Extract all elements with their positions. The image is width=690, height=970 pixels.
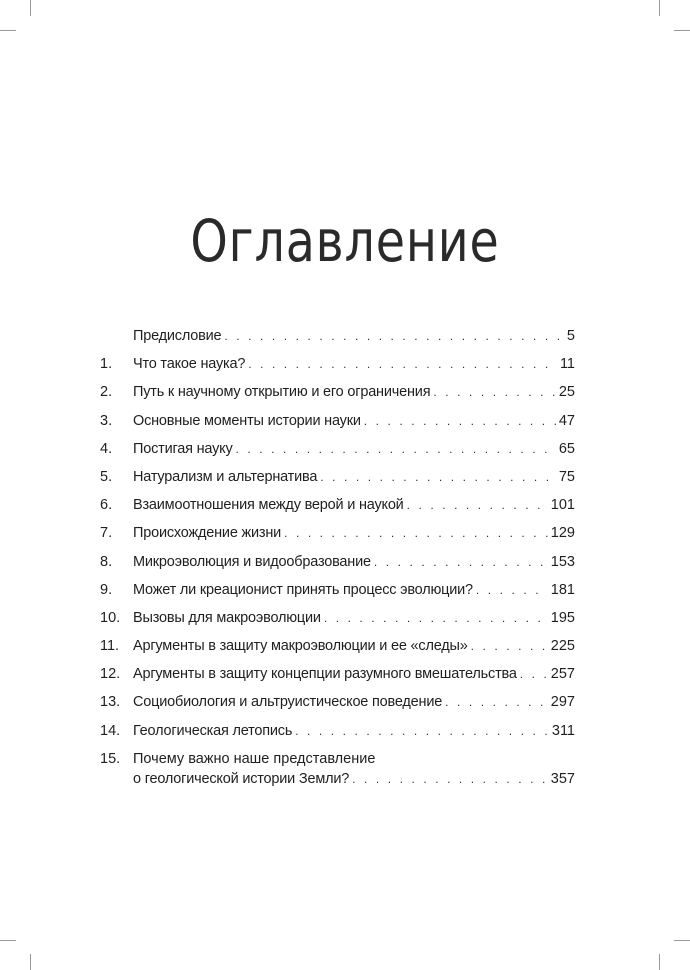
toc-title: Предисловие xyxy=(133,328,222,344)
toc-title: Взаимоотношения между верой и наукой xyxy=(133,497,404,514)
crop-mark xyxy=(659,0,660,16)
toc-page-number: 297 xyxy=(550,694,575,711)
toc-entry[interactable] xyxy=(100,378,575,406)
toc-page-number: 257 xyxy=(550,666,575,683)
toc-page-number: 153 xyxy=(550,553,575,570)
toc-title: Вызовы для макроэволюции xyxy=(133,609,321,626)
toc-number: 15. xyxy=(100,750,121,767)
toc-entry[interactable] xyxy=(100,407,575,435)
toc-page-number: 129 xyxy=(550,525,575,542)
toc-title: Натурализм и альтернатива xyxy=(133,468,318,485)
toc-title: Что такое наука? xyxy=(133,356,246,373)
toc-entry[interactable] xyxy=(100,745,575,793)
toc-page-number: 25 xyxy=(558,384,575,401)
crop-mark xyxy=(674,940,690,941)
toc-number: 3. xyxy=(100,412,113,429)
toc-entry[interactable] xyxy=(100,688,575,716)
dot-leader xyxy=(476,576,548,604)
toc-page-number: 5 xyxy=(566,328,575,344)
dot-leader xyxy=(224,322,564,350)
dot-leader xyxy=(520,660,548,688)
toc-title: Аргументы в защиту концепции разумного вмешательства xyxy=(133,666,517,683)
toc-page-number: 65 xyxy=(558,440,575,457)
dot-leader xyxy=(433,378,556,406)
toc-title: Может ли креационист принять процесс эволюции? xyxy=(133,581,473,598)
dot-leader xyxy=(374,548,548,576)
toc-title: Микроэволюция и видообразование xyxy=(133,553,371,570)
toc-page-number: 311 xyxy=(551,722,575,739)
dot-leader xyxy=(352,765,548,793)
dot-leader xyxy=(236,435,556,463)
toc-page-number: 195 xyxy=(550,609,575,626)
toc-title: Аргументы в защиту макроэволюции и ее «следы» xyxy=(133,638,468,655)
toc-title: Основные моменты истории науки xyxy=(133,412,361,429)
toc-title: Геологическая летопись xyxy=(133,722,293,739)
dot-leader xyxy=(407,491,548,519)
toc-entry[interactable] xyxy=(100,322,575,350)
toc-number: 13. xyxy=(100,694,121,711)
toc-page-number: 47 xyxy=(558,412,575,429)
toc-entry[interactable] xyxy=(100,548,575,576)
dot-leader xyxy=(248,350,557,378)
toc-page-number: 181 xyxy=(550,581,575,598)
dot-leader xyxy=(471,632,548,660)
toc-entry[interactable] xyxy=(100,463,575,491)
page-title: Оглавление xyxy=(190,206,500,275)
toc-entry[interactable] xyxy=(100,435,575,463)
toc-page-number: 101 xyxy=(550,497,575,514)
toc-entry[interactable] xyxy=(100,491,575,519)
toc-entry[interactable] xyxy=(100,519,575,547)
toc-page-number: 11 xyxy=(559,356,575,373)
toc-title: о геологической истории Земли? xyxy=(133,770,350,787)
dot-leader xyxy=(324,604,548,632)
toc-number: 14. xyxy=(100,722,121,739)
toc-page-number: 225 xyxy=(550,638,575,655)
toc-entry[interactable] xyxy=(100,660,575,688)
toc-number: 7. xyxy=(100,525,113,542)
toc-title-line1: Почему важно наше представление xyxy=(133,750,376,767)
toc-number: 5. xyxy=(100,468,113,485)
crop-mark xyxy=(659,954,660,970)
dot-leader xyxy=(295,717,549,745)
toc-number: 10. xyxy=(100,609,121,626)
toc-entry[interactable] xyxy=(100,350,575,378)
crop-mark xyxy=(30,0,31,16)
toc-title: Путь к научному открытию и его ограничения xyxy=(133,384,431,401)
crop-mark xyxy=(674,30,690,31)
toc-number: 9. xyxy=(100,581,113,598)
toc-entry[interactable] xyxy=(100,632,575,660)
toc-page-number: 75 xyxy=(558,468,575,485)
crop-mark xyxy=(30,954,31,970)
toc-title: Происхождение жизни xyxy=(133,525,282,542)
toc-number: 6. xyxy=(100,497,113,514)
toc-page-number: 357 xyxy=(550,770,575,787)
toc-entry[interactable] xyxy=(100,717,575,745)
crop-mark xyxy=(0,30,16,31)
dot-leader xyxy=(364,407,556,435)
toc-number: 11. xyxy=(100,638,120,655)
toc-title: Постигая науку xyxy=(133,440,233,457)
toc-number: 4. xyxy=(100,440,113,457)
dot-leader xyxy=(445,688,548,716)
toc-title: Социобиология и альтруистическое поведение xyxy=(133,694,443,711)
dot-leader xyxy=(284,519,548,547)
table-of-contents xyxy=(100,322,575,793)
toc-number: 1. xyxy=(100,356,113,373)
toc-number: 8. xyxy=(100,553,113,570)
crop-mark xyxy=(0,940,16,941)
toc-entry[interactable] xyxy=(100,576,575,604)
toc-number: 2. xyxy=(100,384,113,401)
toc-entry[interactable] xyxy=(100,604,575,632)
dot-leader xyxy=(320,463,556,491)
toc-number: 12. xyxy=(100,666,121,683)
